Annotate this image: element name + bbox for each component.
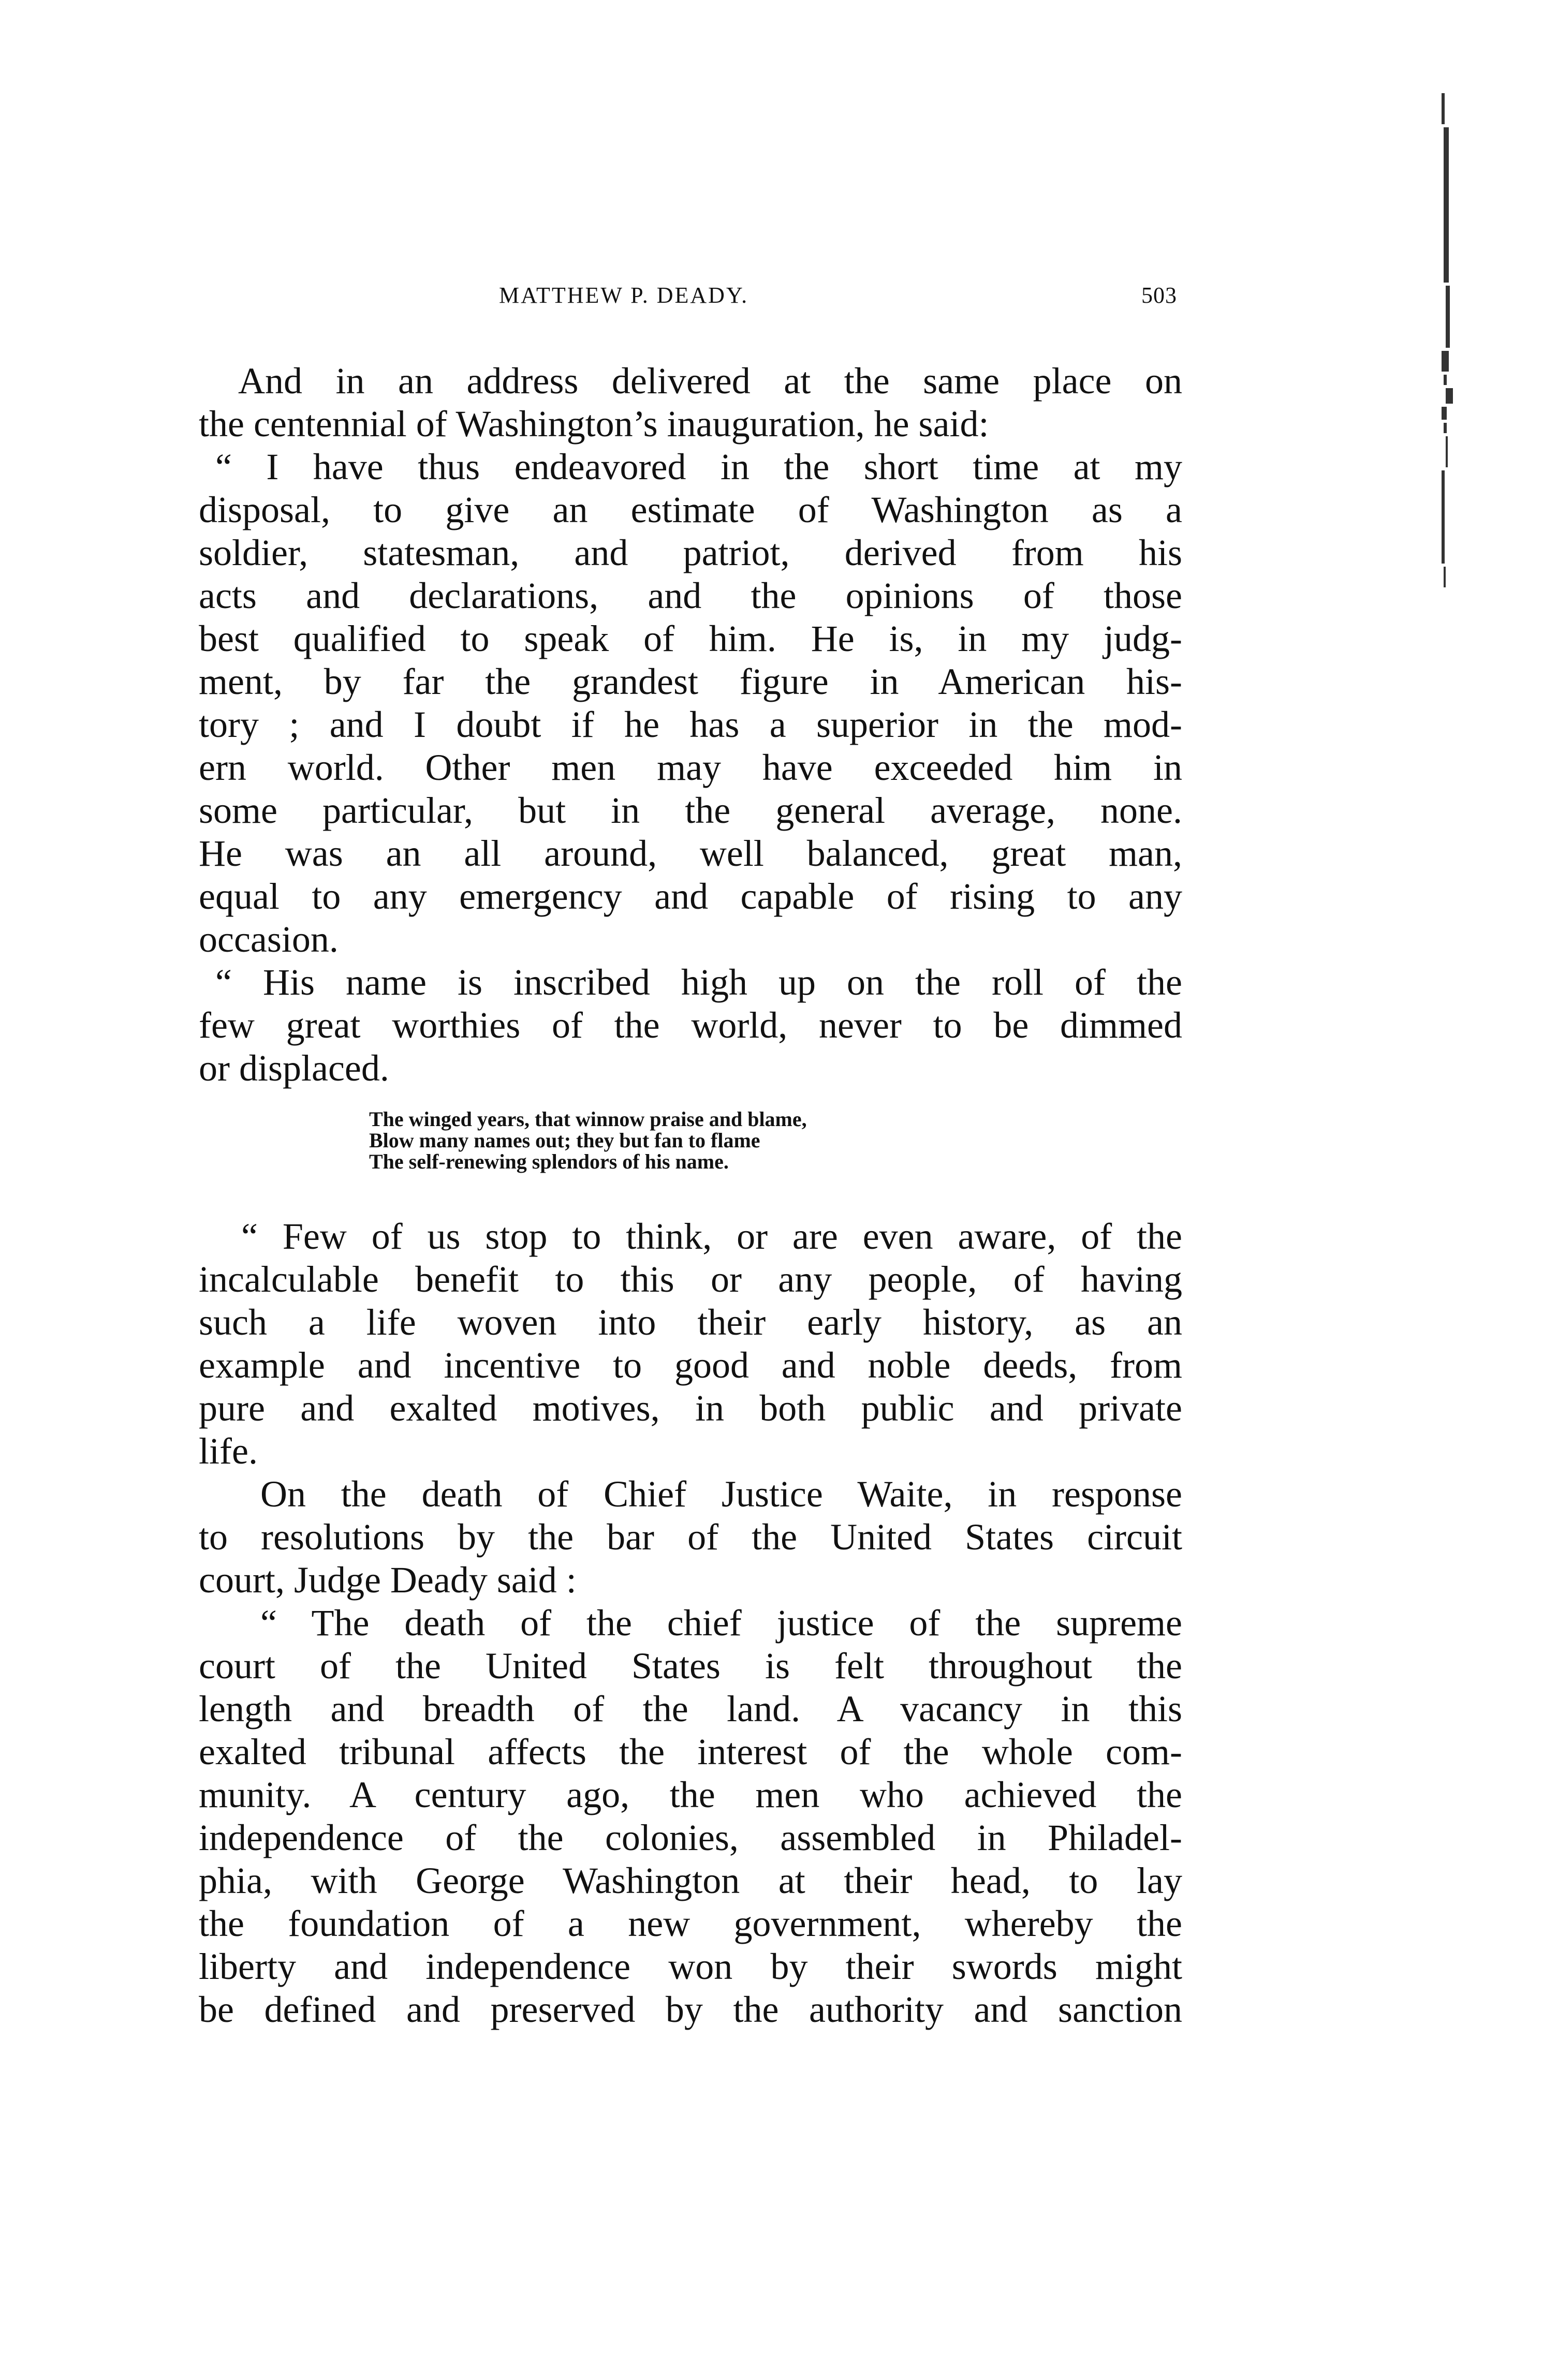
scan-mark: [1444, 423, 1447, 433]
paragraph: [199, 1215, 1182, 1473]
text-line: incalculable benefit to this or any people, of having: [199, 1259, 1182, 1300]
text-line: best qualified to speak of him. He is, in my judg-: [199, 618, 1182, 659]
body-text-bottom: [199, 1215, 1182, 2031]
text-line: pure and exalted motives, in both public and private: [199, 1387, 1182, 1429]
text-line: ment, by far the grandest figure in American his-: [199, 661, 1182, 702]
text-line: example and incentive to good and noble deeds, from: [199, 1344, 1182, 1386]
text-line: such a life woven into their early history, as an: [199, 1302, 1182, 1343]
scan-margin-marks: [1442, 93, 1457, 590]
scan-mark: [1444, 127, 1449, 283]
page-header: [199, 282, 1182, 321]
body-text-top: [199, 360, 1182, 1090]
text-line: munity. A century ago, the men who achieved the: [199, 1774, 1182, 1815]
text-line: the centennial of Washington’s inauguration, he said:: [199, 403, 989, 445]
poem-line: The winged years, that winnow praise and blame,: [369, 1107, 807, 1131]
text-line: “ Few of us stop to think, or are even aware, of the: [241, 1216, 1182, 1257]
poem-quote: [369, 1108, 807, 1172]
text-line: “ The death of the chief justice of the supreme: [260, 1602, 1182, 1644]
poem-line: Blow many names out; they but fan to flame: [369, 1129, 760, 1152]
scan-mark: [1442, 407, 1447, 420]
text-line: few great worthies of the world, never to be dimmed: [199, 1004, 1182, 1046]
text-line: court, Judge Deady said :: [199, 1559, 577, 1601]
text-line: ern world. Other men may have exceeded him in: [199, 747, 1182, 788]
text-line: “ I have thus endeavored in the short time at my: [215, 446, 1182, 487]
scan-mark: [1442, 351, 1449, 372]
text-line: some particular, but in the general average, none.: [199, 790, 1182, 831]
text-line: phia, with George Washington at their head, to lay: [199, 1860, 1182, 1901]
text-line: disposal, to give an estimate of Washington as a: [199, 489, 1182, 530]
poem-line: The self-renewing splendors of his name.: [369, 1150, 729, 1173]
paragraph: [199, 1473, 1182, 1602]
text-line: equal to any emergency and capable of rising to any: [199, 876, 1182, 917]
page-number: 503: [1141, 283, 1177, 308]
running-title: MATTHEW P. DEADY.: [499, 283, 749, 308]
paragraph: [199, 360, 1182, 446]
text-line: exalted tribunal affects the interest of the whole com-: [199, 1731, 1182, 1772]
scan-mark: [1446, 388, 1453, 404]
paragraph: [199, 1602, 1182, 2031]
text-line: acts and declarations, and the opinions of those: [199, 575, 1182, 616]
text-line: length and breadth of the land. A vacancy in this: [199, 1688, 1182, 1729]
text-line: or displaced.: [199, 1047, 389, 1089]
text-line: soldier, statesman, and patriot, derived from his: [199, 532, 1182, 573]
paragraph: [199, 961, 1182, 1090]
text-line: court of the United States is felt throughout the: [199, 1645, 1182, 1687]
text-line: tory ; and I doubt if he has a superior in the mod-: [199, 704, 1182, 745]
scan-mark: [1442, 93, 1445, 124]
paragraph: [199, 446, 1182, 961]
scan-mark: [1446, 436, 1448, 467]
text-line: occasion.: [199, 919, 339, 960]
scan-mark: [1444, 567, 1446, 587]
text-line: On the death of Chief Justice Waite, in response: [260, 1473, 1182, 1515]
text-line: liberty and independence won by their swords might: [199, 1946, 1182, 1987]
text-line: be defined and preserved by the authority and sanction: [199, 1989, 1182, 2030]
scan-mark: [1442, 470, 1445, 564]
text-line: independence of the colonies, assembled in Philadel-: [199, 1817, 1182, 1858]
text-line: the foundation of a new government, whereby the: [199, 1903, 1182, 1944]
text-line: life.: [199, 1430, 258, 1472]
text-line: “ His name is inscribed high up on the roll of the: [215, 962, 1182, 1003]
scan-mark: [1444, 375, 1447, 385]
text-line: He was an all around, well balanced, great man,: [199, 833, 1182, 874]
text-line: to resolutions by the bar of the United States circuit: [199, 1516, 1182, 1558]
scan-mark: [1446, 286, 1450, 348]
text-line: And in an address delivered at the same place on: [238, 360, 1182, 402]
